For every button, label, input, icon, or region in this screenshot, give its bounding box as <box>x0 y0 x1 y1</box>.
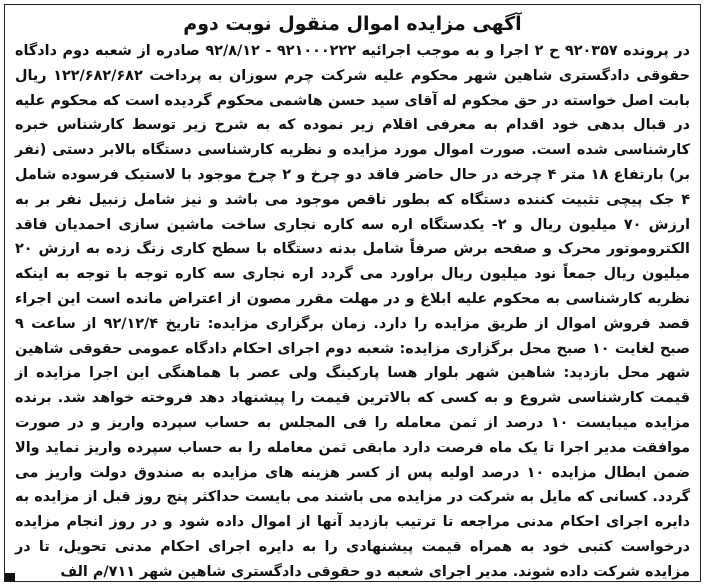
notice-body: در پرونده ۹۲۰۳۵۷ ح ۲ اجرا و به موجب اجرائیه ۹۲۱۰۰۰۲۲۲ - ۹۲/۸/۱۲ صادره از شعبه دوم دادگاه حقوقی دادگستری شاهین شهر محکوم علیه شرکت چرم سوزان به پرداخت ۱۲۲/۶۸۲/۶۸۲ ریال بابت اصل خواسته در حق محکوم له آقای سید حسن هاشمی محکوم گردیده است که محکوم علیه در قبال بدهی خود اقدام به معرفی اقلام زیر نموده که به شرح زیر توسط کارشناس خبره کارشناسی شده است. صورت اموال مورد مزایده و نظریه کارشناسی دستگاه بالابر دستی (نفر بر) بارتفاع ۱۸ متر ۴ چرخه در حال حاضر فاقد دو چرخ و ۲ چرخ موجود با لاستیک فرسوده شامل ۴ جک پیچی تثبیت کننده دستگاه که بطور ناقص موجود می باشد و نیز شامل زنبیل نفر بر به ارزش ۷۰ میلیون ریال و ۲- یکدستگاه اره سه کاره نجاری ساخت ماشین سازی احمدیان فاقد الکتروموتور محرک و صفحه برش صرفاً شامل بدنه دستگاه با سطح کاری زنگ زده به ارزش ۲۰ میلیون ریال جمعاً نود میلیون ریال براورد می گردد اره نجاری سه کاره توجه با توجه به اینکه نظریه کارشناسی به محکوم علیه ابلاغ و در مهلت مقرر مصون از اعتراض مانده است این اجراء قصد فروش اموال از طریق مزایده را دارد. زمان برگزاری مزایده: تاریخ ۹۲/۱۲/۴ از ساعت ۹ صبح لغایت ۱۰ صبح محل برگزاری مزایده: شعبه دوم اجرای احکام دادگاه عمومی حقوقی شاهین شهر محل بازدید: شاهین شهر بلوار هسا پارکینگ ولی عصر با هماهنگی این اجرا مزایده از قیمت کارشناسی شروع و به کسی که بالاترین قیمت را پیشنهاد دهد فروخته خواهد شد. برنده مزایده میبایست ۱۰ درصد از ثمن معامله را فی المجلس به حساب سپرده واریز و در صورت موافقت مدیر اجرا تا یک ماه فرصت دارد مابقی ثمن معامله را به حساب سپرده واریز نماید والا ضمن ابطال مزایده ۱۰ درصد اولیه پس از کسر هزینه های مزایده به صندوق دولت واریز می گردد. کسانی که مایل به شرکت در مزایده می باشند می بایست حداکثر پنج روز قبل از مزایده به دایره اجرای احکام مدنی مراجعه تا ترتیب بازدید آنها از اموال داده شود و در روز انجام مزایده درخواست کتبی خود به همراه قیمت پیشنهادی را به دایره اجرای احکام مدنی تحویل، تا در مزایده شرکت داده شوند. مدیر اجرای شعبه دو حقوقی دادگستری شاهین شهر ۷۱۱/م الف <box>15 43 691 580</box>
notice-title: آگهی مزایده اموال منقول نوبت دوم <box>183 13 522 35</box>
auction-notice <box>4 4 701 582</box>
corner-mark-decoration <box>5 573 15 581</box>
